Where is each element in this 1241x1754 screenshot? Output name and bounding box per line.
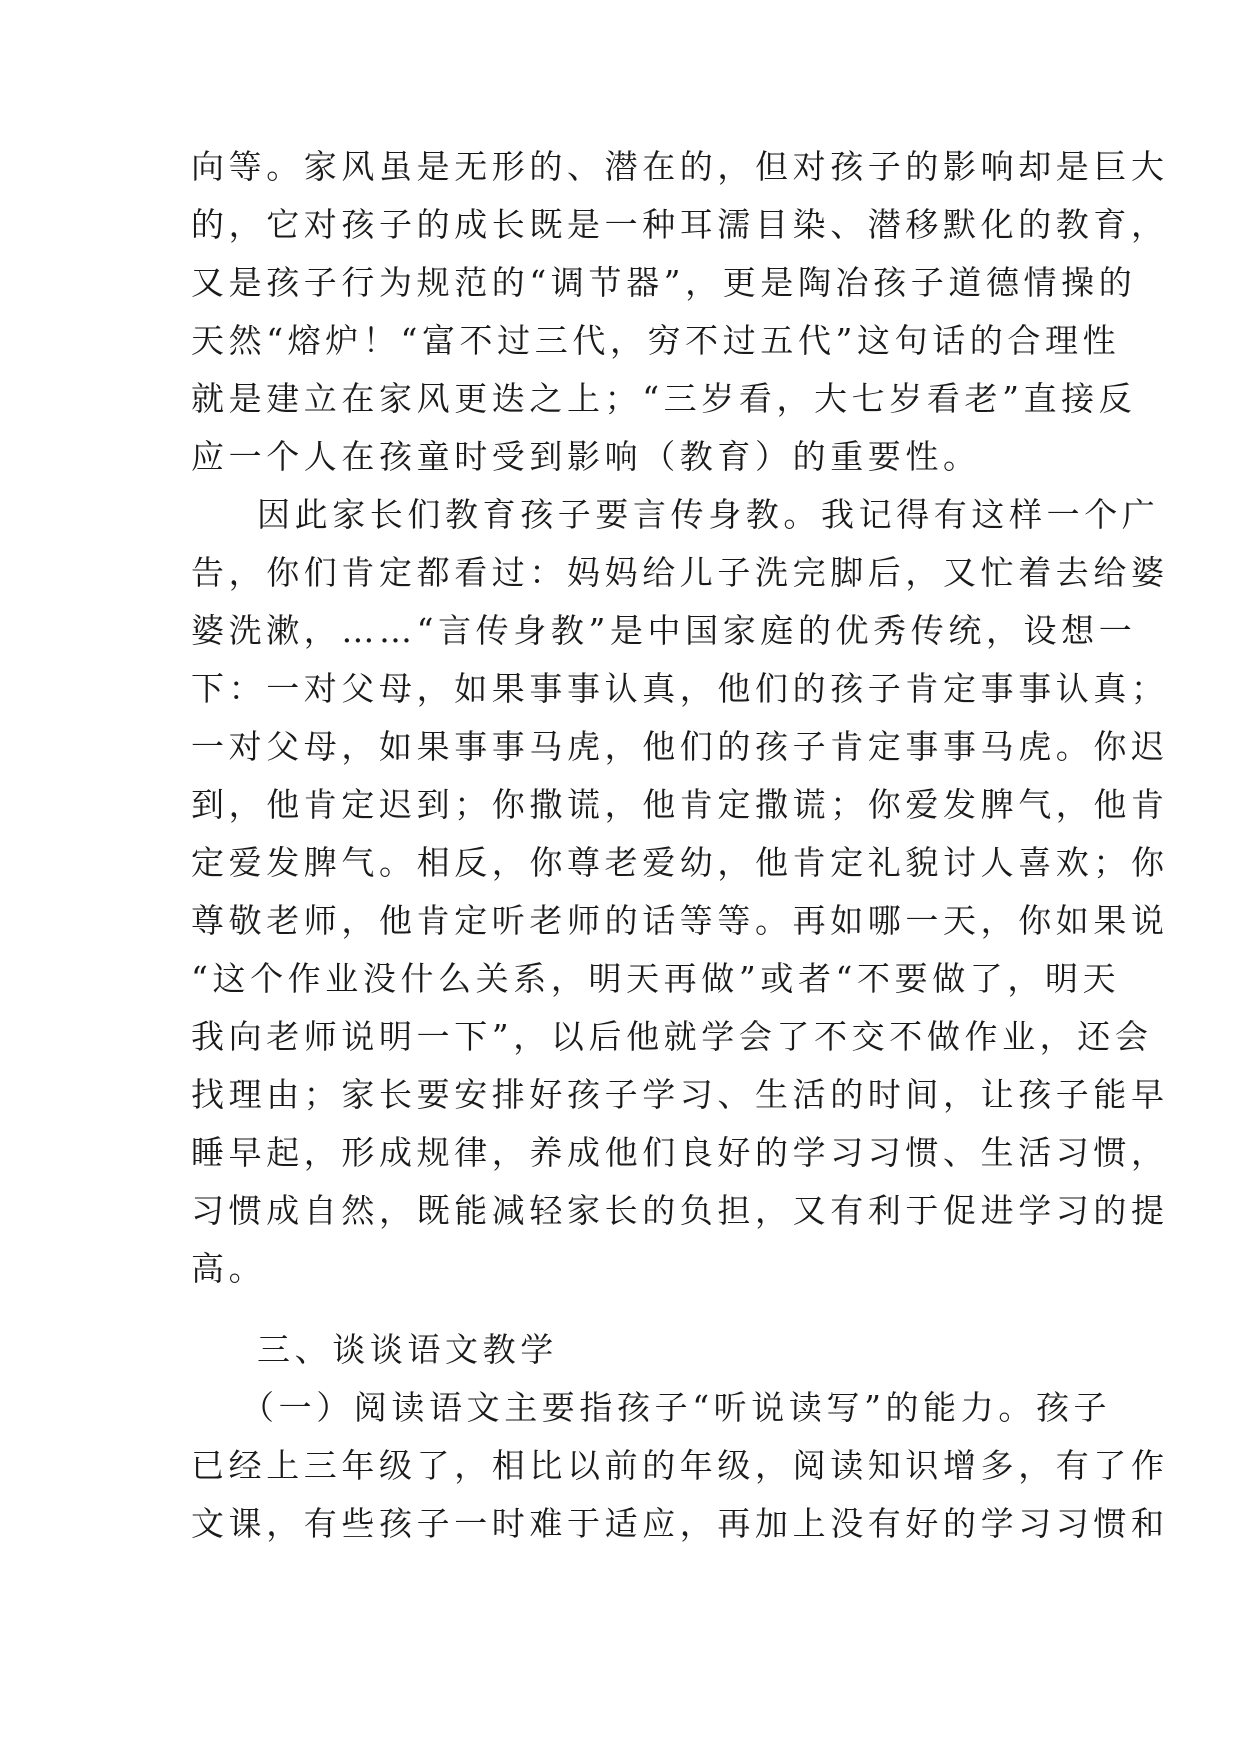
text-line: 找理由；家长要安排好孩子学习、生活的时间，让孩子能早 — [191, 1075, 1169, 1114]
text-line: 的，它对孩子的成长既是一种耳濡目染、潜移默化的教育， — [191, 205, 1169, 244]
section-heading — [191, 1321, 1051, 1379]
paragraph-lead-by-example — [191, 486, 1169, 1298]
paragraph-family-style — [191, 138, 1169, 486]
text-line: “这个作业没什么关系，明天再做”或者“不要做了，明天 — [191, 959, 1121, 998]
text-line: 一对父母，如果事事马虎，他们的孩子肯定事事马虎。你迟 — [191, 727, 1169, 766]
text-line: 睡早起，形成规律，养成他们良好的学习习惯、生活习惯， — [191, 1133, 1169, 1172]
paragraph-reading-chinese — [191, 1379, 1169, 1553]
text-line: 就是建立在家风更迭之上；“三岁看，大七岁看老”直接反 — [191, 379, 1137, 418]
text-line: 因此家长们教育孩子要言传身教。我记得有这样一个广 — [257, 495, 1160, 534]
text-line: 婆洗漱，……“言传身教”是中国家庭的优秀传统，设想一 — [191, 611, 1137, 650]
text-line: 已经上三年级了，相比以前的年级，阅读知识增多，有了作 — [191, 1446, 1169, 1485]
text-line: 高。 — [191, 1249, 267, 1288]
text-line: 应一个人在孩童时受到影响（教育）的重要性。 — [191, 437, 981, 476]
text-line: 又是孩子行为规范的“调节器”，更是陶冶孩子道德情操的 — [191, 263, 1137, 302]
section-heading-text: 三、谈谈语文教学 — [257, 1330, 558, 1369]
text-line: 向等。家风虽是无形的、潜在的，但对孩子的影响却是巨大 — [191, 147, 1169, 186]
text-line: 下：一对父母，如果事事认真，他们的孩子肯定事事认真； — [191, 669, 1169, 708]
text-line: 告，你们肯定都看过：妈妈给儿子洗完脚后，又忙着去给婆 — [191, 553, 1169, 592]
text-line: 文课，有些孩子一时难于适应，再加上没有好的学习习惯和 — [191, 1504, 1169, 1543]
text-line: 定爱发脾气。相反，你尊老爱幼，他肯定礼貌讨人喜欢；你 — [191, 843, 1169, 882]
text-line: 到，他肯定迟到；你撒谎，他肯定撒谎；你爱发脾气，他肯 — [191, 785, 1169, 824]
text-line: 我向老师说明一下”，以后他就学会了不交不做作业，还会 — [191, 1017, 1153, 1056]
text-line: 尊敬老师，他肯定听老师的话等等。再如哪一天，你如果说 — [191, 901, 1169, 940]
text-line: 习惯成自然，既能减轻家长的负担，又有利于促进学习的提 — [191, 1191, 1169, 1230]
text-line: （一）阅读语文主要指孩子“听说读写”的能力。孩子 — [241, 1388, 1112, 1427]
text-line: 天然“熔炉！“富不过三代，穷不过五代”这句话的合理性 — [191, 321, 1121, 360]
